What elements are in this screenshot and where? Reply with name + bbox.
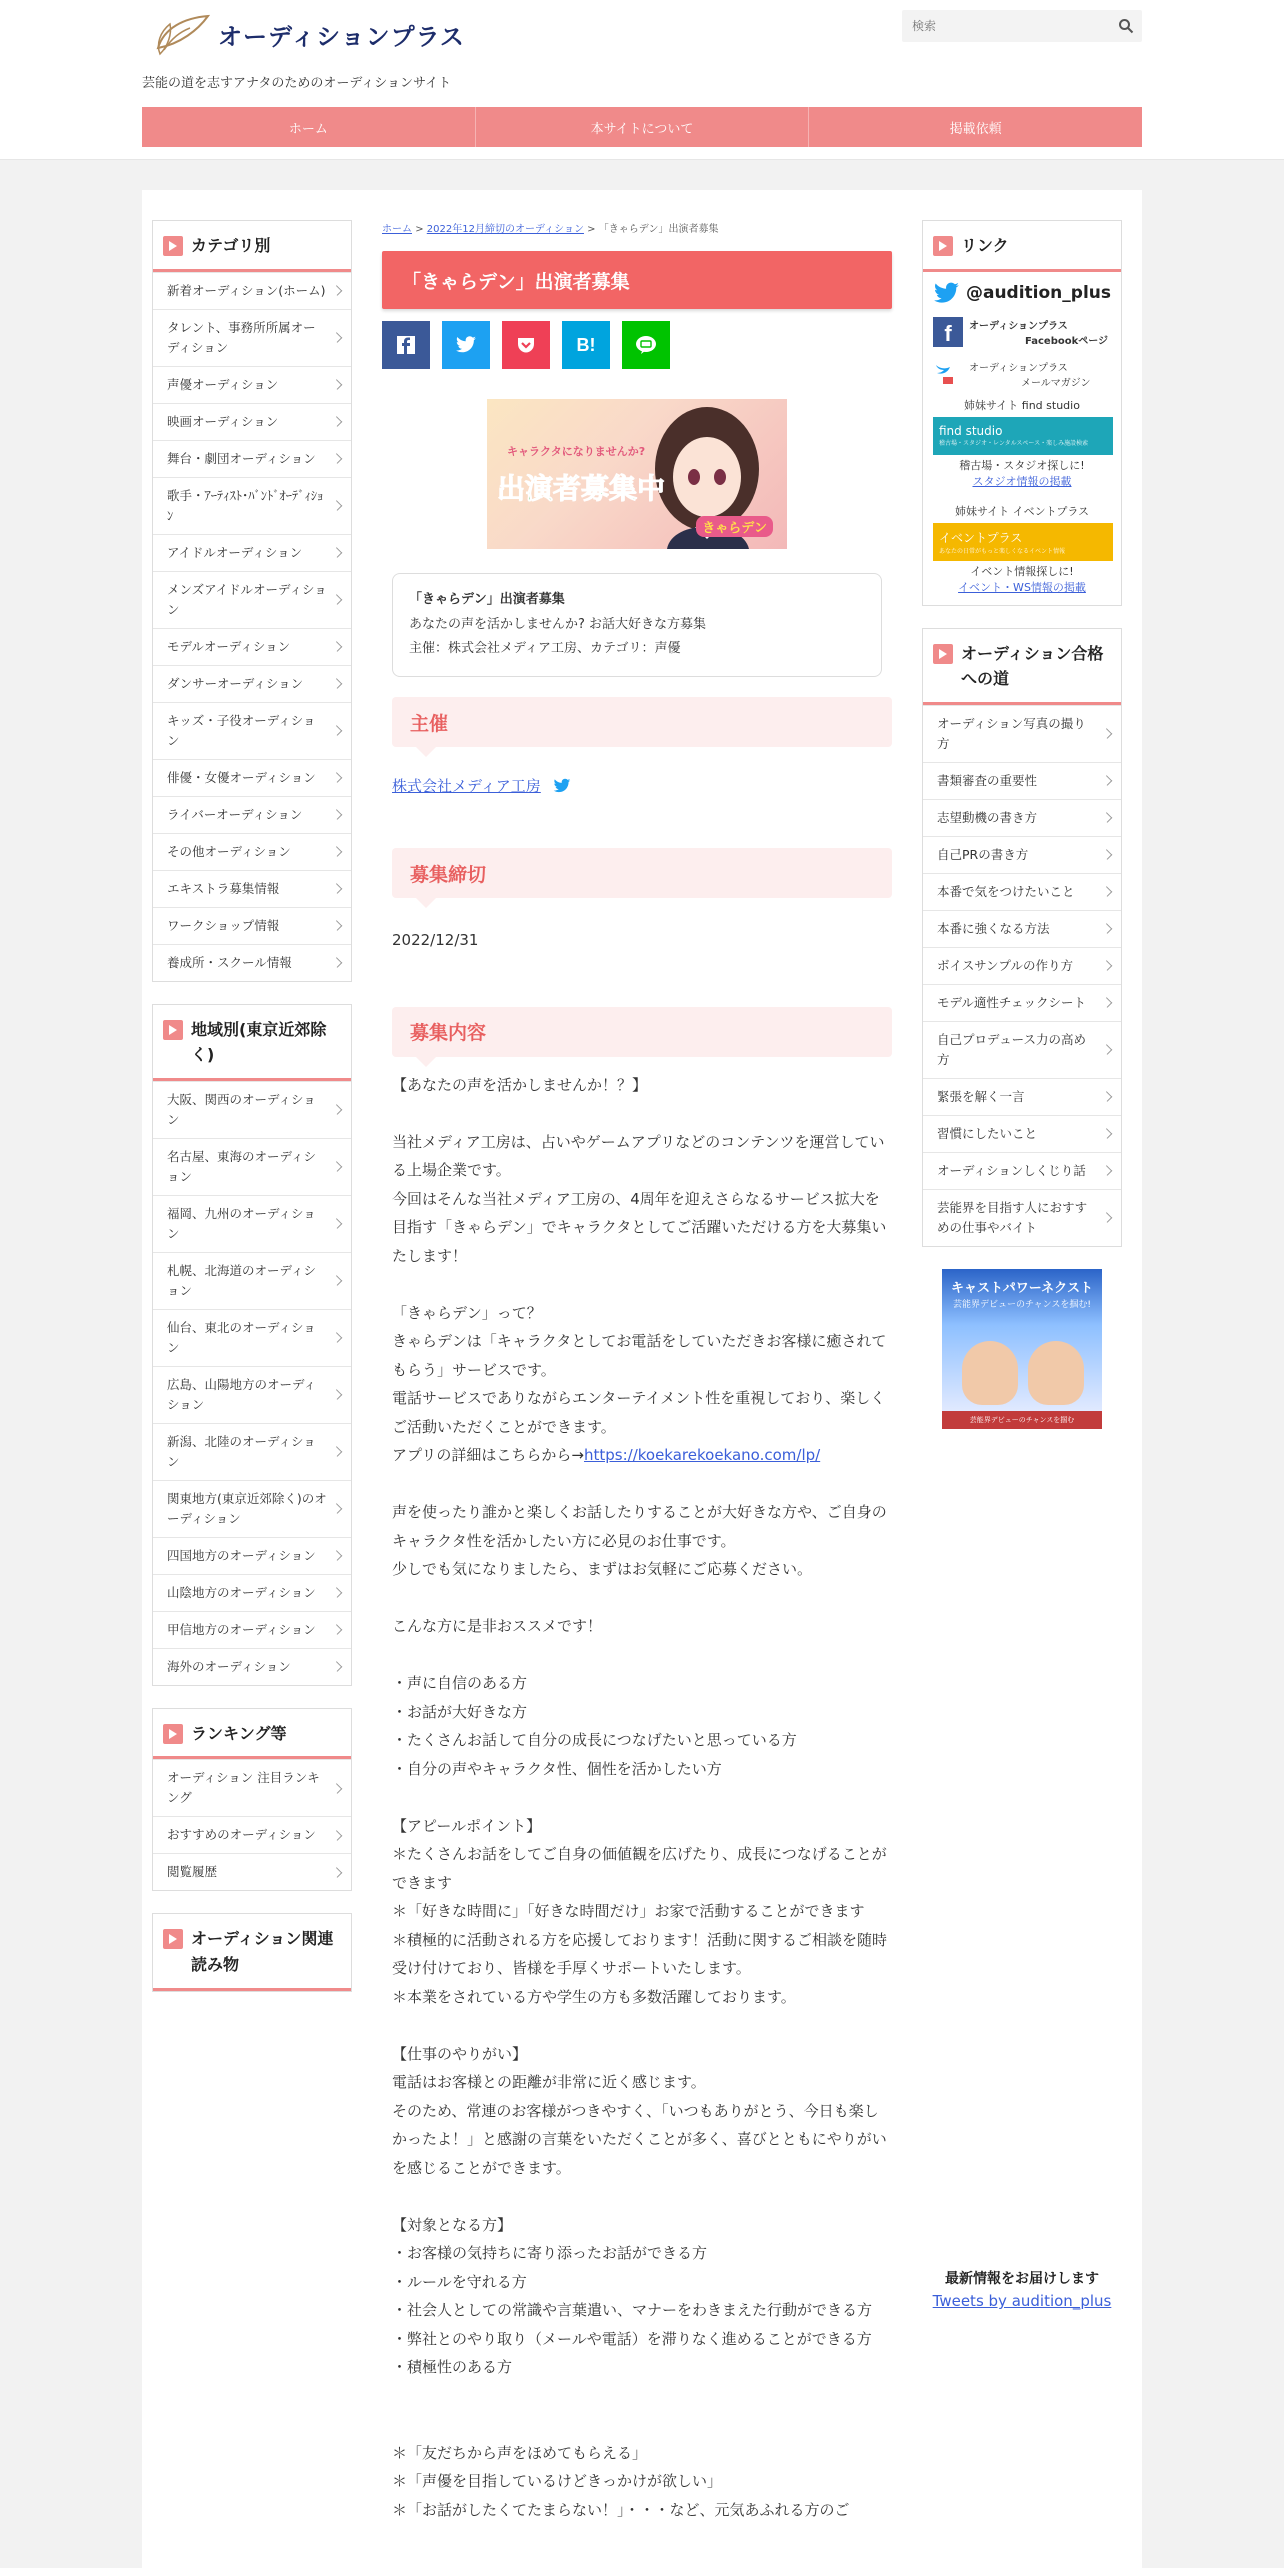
chevron-right-icon <box>332 1783 343 1794</box>
sidebar-link[interactable] <box>153 944 351 981</box>
arrow-icon <box>933 644 953 664</box>
sidebar-link-label: 養成所・スクール情報 <box>167 954 292 970</box>
sidebar-link-label: 甲信地方のオーディション <box>167 1621 316 1637</box>
chevron-right-icon <box>1102 728 1113 739</box>
sidebar-link-label: エキストラ募集情報 <box>167 880 280 896</box>
chevron-right-icon <box>332 1830 343 1841</box>
cast-banner-footer: 芸能界デビューのチャンスを掴む <box>942 1411 1102 1429</box>
site-tagline: 芸能の道を志すアナタのためのオーディションサイト <box>142 76 452 91</box>
newsletter-link[interactable] <box>933 359 1111 389</box>
chevron-right-icon <box>332 641 343 652</box>
facebook-icon: f <box>933 317 963 347</box>
chevron-right-icon <box>332 920 343 931</box>
breadcrumb-sep: > <box>415 224 424 235</box>
guide-link[interactable] <box>923 1021 1121 1078</box>
leaf-logo-icon <box>150 10 214 58</box>
chevron-right-icon <box>1102 1212 1113 1223</box>
chevron-right-icon <box>332 846 343 857</box>
sidebar-link-label: 新潟、北陸のオーディション <box>167 1433 316 1469</box>
chevron-right-icon <box>332 379 343 390</box>
man-portrait <box>962 1341 1018 1405</box>
facebook-share-button[interactable] <box>382 321 430 369</box>
sidebar-link-label: 大阪、関西のオーディション <box>167 1091 316 1127</box>
chevron-right-icon <box>332 547 343 558</box>
cast-banner-subtitle: 芸能界デビューのチャンスを掴む! <box>952 1299 1092 1310</box>
chevron-right-icon <box>1102 923 1113 934</box>
deadline-text: 2022/12/31 <box>392 931 479 950</box>
sidebar-link-label: 名古屋、東海のオーディション <box>167 1148 317 1184</box>
widget-title-text: オーディション合格への道 <box>961 643 1104 689</box>
badge-subtitle: 稽古場・スタジオ・レンタルスペース・楽しみ施設検索 <box>939 440 1089 448</box>
sidebar-link-label: オーディション 注目ランキング <box>167 1770 320 1806</box>
sidebar-link[interactable] <box>153 1252 351 1309</box>
sidebar-link[interactable] <box>153 534 351 571</box>
chevron-right-icon <box>1102 812 1113 823</box>
widget-title-text: ランキング等 <box>191 1723 287 1743</box>
sidebar-link[interactable] <box>153 1081 351 1138</box>
summary-title: 「きゃらデン」出演者募集 <box>409 592 565 607</box>
nav-item-home[interactable]: ホーム <box>142 107 476 147</box>
sidebar-link-label: モデルオーディション <box>167 638 291 654</box>
chevron-right-icon <box>332 883 343 894</box>
cast-banner-title: キャストパワーネクスト <box>951 1280 1093 1296</box>
twitter-account-link[interactable] <box>933 280 1111 307</box>
breadcrumb <box>382 220 892 235</box>
links-widget-body <box>923 272 1121 605</box>
arrow-icon <box>163 1020 183 1040</box>
site-header <box>0 0 1284 160</box>
organizer-row <box>392 775 892 796</box>
chevron-right-icon <box>332 1389 343 1400</box>
banner-title: 出演者募集中 <box>497 472 666 505</box>
search-box <box>902 10 1142 42</box>
guide-link[interactable] <box>923 873 1121 910</box>
summary-line: 主催：株式会社メディア工房、カテゴリ：声優 <box>409 641 681 657</box>
fb-line: オーディションプラス <box>969 320 1068 332</box>
sidebar-link[interactable] <box>153 628 351 665</box>
sidebar-link-label: ダンサーオーディション <box>167 675 304 691</box>
line-share-button[interactable] <box>622 321 670 369</box>
widget-title <box>923 629 1121 705</box>
sidebar-link[interactable] <box>153 477 351 534</box>
mail-bird-icon <box>933 359 963 389</box>
content-text <box>392 1071 892 2525</box>
sidebar-link[interactable] <box>153 1480 351 1537</box>
sidebar-link[interactable] <box>153 1195 351 1252</box>
sidebar-link[interactable] <box>153 870 351 907</box>
badge-title: イベントプラス <box>939 530 1023 545</box>
chevron-right-icon <box>332 1550 343 1561</box>
sidebar-link[interactable] <box>153 1309 351 1366</box>
sidebar-link-label: 海外のオーディション <box>167 1658 291 1674</box>
guide-link[interactable] <box>923 1189 1121 1246</box>
guide-link-label: オーディションしくじり話 <box>937 1162 1086 1178</box>
facebook-icon <box>396 335 416 355</box>
chevron-right-icon <box>332 416 343 427</box>
cast-power-next-banner[interactable] <box>942 1269 1102 1429</box>
section-heading-organizer: 主催 <box>392 697 892 747</box>
recruitment-banner-image <box>487 399 787 549</box>
mail-line: オーディションプラス <box>969 362 1068 374</box>
sidebar-link[interactable] <box>153 1759 351 1816</box>
sister-site-text: 稽古場・スタジオ探しに! <box>959 458 1085 472</box>
widget-title <box>153 1914 351 1990</box>
sidebar-link-label: 広島、山陽地方のオーディション <box>167 1376 317 1412</box>
sidebar-link-label: 福岡、九州のオーディション <box>167 1205 316 1241</box>
chevron-right-icon <box>1102 886 1113 897</box>
find-studio-banner[interactable] <box>933 417 1113 455</box>
nav-item-about[interactable]: 本サイトについて <box>476 107 810 147</box>
sidebar-link[interactable] <box>153 1537 351 1574</box>
widget-title <box>153 221 351 272</box>
category-widget <box>152 1004 352 1686</box>
guide-link-label: 志望動機の書き方 <box>937 809 1038 825</box>
guide-link-label: 本番に強くなる方法 <box>937 920 1050 936</box>
logo-text: オーディションプラス <box>218 22 465 51</box>
chevron-right-icon <box>332 1446 343 1457</box>
twitter-icon[interactable] <box>553 778 571 794</box>
sidebar-link[interactable] <box>153 1574 351 1611</box>
guide-link[interactable] <box>923 799 1121 836</box>
sidebar-link-label: 映画オーディション <box>167 413 279 429</box>
sidebar-link[interactable] <box>153 272 351 309</box>
sister-site-label: 姉妹サイト イベントプラス <box>954 504 1090 518</box>
sidebar-link[interactable] <box>153 1366 351 1423</box>
category-widget <box>152 1913 352 1991</box>
guide-link-label: 本番で気をつけたいこと <box>937 883 1075 899</box>
chevron-right-icon <box>1102 997 1113 1008</box>
sidebar-link[interactable] <box>153 796 351 833</box>
sidebar-link-label: 山陰地方のオーディション <box>167 1584 316 1600</box>
sidebar-link-label: 声優オーディション <box>167 376 279 392</box>
twitter-icon <box>933 280 960 307</box>
sidebar-link-label: その他オーディション <box>167 843 291 859</box>
guide-link[interactable] <box>923 836 1121 873</box>
chevron-right-icon <box>332 500 343 511</box>
sidebar-link[interactable] <box>153 309 351 366</box>
widget-title-text: リンク <box>961 236 1009 255</box>
guide-link[interactable] <box>923 984 1121 1021</box>
post-title: 「きゃらデン」出演者募集 <box>382 251 892 309</box>
sidebar-link[interactable] <box>153 907 351 944</box>
category-widget <box>152 220 352 982</box>
chevron-right-icon <box>1102 775 1113 786</box>
badge-subtitle: あなたの日常がもっと楽しくなるイベント情報 <box>939 547 1066 555</box>
sidebar-link[interactable] <box>153 702 351 759</box>
woman-portrait <box>1028 1341 1084 1405</box>
category-widget <box>152 1708 352 1892</box>
sidebar-link-label: ワークショップ情報 <box>167 917 280 933</box>
main-nav <box>142 107 1142 147</box>
sidebar-link-label: おすすめのオーディション <box>167 1827 316 1843</box>
sidebar-link[interactable] <box>153 1853 351 1890</box>
sidebar-link[interactable] <box>153 759 351 796</box>
content-intro: 【あなたの声を活かしませんか！？】 当社メディア工房は、占いやゲームアプリなどのコンテンツを運営している上場企業です。 今回はそんな当社メディア工房の、4周年を迎えさらなるサービス拡大を目指す「きゃらデン」でキャラクタとしてご活躍いただける方を大募集いたします！ 「きゃらデン」って？ きゃらデンは「キャラクタとしてお電話をしていただきお客様に癒されてもらう」サービスです。 電話サービスでありながらエンターテイメント性を重視しており、楽しくご活動いただくことができます。 アプリの詳細はこちらから→ <box>392 1075 887 1465</box>
nav-item-listing-request[interactable]: 掲載依頼 <box>949 121 1002 137</box>
guide-link[interactable] <box>923 1115 1121 1152</box>
sidebar-link-label: 閲覧履歴 <box>167 1864 218 1880</box>
widget-title-text: 地域別(東京近郊除く) <box>191 1019 327 1065</box>
section-heading-deadline: 募集締切 <box>392 848 892 898</box>
left-sidebar <box>152 220 352 2014</box>
twitter-share-button[interactable] <box>442 321 490 369</box>
sidebar-link[interactable] <box>153 1648 351 1685</box>
sidebar-link[interactable] <box>153 665 351 702</box>
event-plus-banner[interactable] <box>933 523 1113 561</box>
app-detail-link[interactable]: https://koekarekoekano.com/lp/ <box>583 1446 821 1465</box>
guide-link-label: 書類審査の重要性 <box>937 772 1038 788</box>
chevron-right-icon <box>332 1161 343 1172</box>
widget-title <box>153 1709 351 1760</box>
sidebar-link-label: 札幌、北海道のオーディション <box>167 1262 317 1298</box>
sidebar-link[interactable] <box>153 366 351 403</box>
chevron-right-icon <box>332 332 343 343</box>
guide-link[interactable] <box>923 910 1121 947</box>
sidebar-link-label: 新着オーディション(ホーム) <box>167 282 326 298</box>
arrow-icon <box>163 236 183 256</box>
mail-line: メールマガジン <box>1021 377 1091 389</box>
chevron-right-icon <box>332 1867 343 1878</box>
sidebar-link-label: アイドルオーディション <box>167 544 303 560</box>
chevron-right-icon <box>332 1218 343 1229</box>
widget-title <box>923 221 1121 272</box>
guide-link-label: 自己PRの書き方 <box>937 846 1029 862</box>
chevron-right-icon <box>332 1624 343 1635</box>
sidebar-link[interactable] <box>153 571 351 628</box>
facebook-page-link[interactable] <box>933 317 1111 347</box>
studio-listing-link[interactable]: スタジオ情報の掲載 <box>972 474 1072 488</box>
guide-link-label: 習慣にしたいこと <box>937 1125 1038 1141</box>
sidebar-link-label: 舞台・劇団オーディション <box>167 450 316 466</box>
summary-box <box>392 573 882 677</box>
banner-logo-text: きゃらデン <box>696 516 773 537</box>
chevron-right-icon <box>332 1275 343 1286</box>
breadcrumb-category[interactable]: 2022年12月締切のオーディション <box>426 224 584 235</box>
pocket-share-button[interactable] <box>502 321 550 369</box>
sidebar-link-label: メンズアイドルオーディション <box>167 581 327 617</box>
chevron-right-icon <box>332 957 343 968</box>
guide-link-label: 自己プロデュース力の高め方 <box>937 1031 1087 1067</box>
sidebar-link-label: 俳優・女優オーディション <box>167 769 316 785</box>
hatena-share-button[interactable]: B! <box>562 321 610 369</box>
event-listing-link[interactable]: イベント・WS情報の掲載 <box>958 580 1086 594</box>
twitter-timeline-link[interactable]: Tweets by audition_plus <box>932 2292 1112 2310</box>
banner-subtitle: キャラクタになりませんか? <box>507 445 646 458</box>
share-buttons <box>382 321 892 369</box>
chevron-right-icon <box>1102 1044 1113 1055</box>
sidebar-link-label: キッズ・子役オーディション <box>167 712 316 748</box>
sidebar-link[interactable] <box>153 1138 351 1195</box>
fb-line: Facebookページ <box>1025 335 1109 347</box>
chevron-right-icon <box>1102 1128 1113 1139</box>
badge-title: find studio <box>939 424 1003 439</box>
guide-link[interactable] <box>923 947 1121 984</box>
guide-link[interactable] <box>923 705 1121 762</box>
sister-site-label: 姉妹サイト find studio <box>964 398 1080 412</box>
chevron-right-icon <box>332 725 343 736</box>
chevron-right-icon <box>332 285 343 296</box>
sidebar-link-label: タレント、事務所所属オーディション <box>167 319 316 355</box>
chevron-right-icon <box>1102 960 1113 971</box>
pocket-icon <box>516 336 536 354</box>
twitter-handle: @audition_plus <box>965 283 1111 304</box>
sidebar-link[interactable] <box>153 403 351 440</box>
chevron-right-icon <box>332 1587 343 1598</box>
chevron-right-icon <box>332 594 343 605</box>
guide-link-label: モデル適性チェックシート <box>937 994 1087 1010</box>
chevron-right-icon <box>332 453 343 464</box>
chevron-right-icon <box>332 678 343 689</box>
breadcrumb-home[interactable]: ホーム <box>382 224 412 235</box>
section-heading-content: 募集内容 <box>392 1007 892 1057</box>
chevron-right-icon <box>332 1503 343 1514</box>
links-widget <box>922 220 1122 606</box>
latest-info-title: 最新情報をお届けします <box>945 2271 1099 2287</box>
arrow-icon <box>163 1724 183 1744</box>
twitter-timeline-widget <box>922 2268 1122 2310</box>
widget-title-text: オーディション関連読み物 <box>191 1929 334 1974</box>
chevron-right-icon <box>332 772 343 783</box>
chevron-right-icon <box>1102 849 1113 860</box>
chevron-right-icon <box>332 809 343 820</box>
guide-link[interactable] <box>923 1152 1121 1189</box>
sidebar-link[interactable] <box>153 1611 351 1648</box>
main-content <box>382 220 892 2524</box>
summary-line: あなたの声を活かしませんか? お話大好きな方募集 <box>409 616 707 632</box>
widget-title <box>153 1005 351 1081</box>
search-input[interactable] <box>912 10 1112 42</box>
twitter-icon <box>455 336 477 354</box>
widget-title-text: カテゴリ別 <box>191 236 271 255</box>
guide-link-label: オーディション写真の撮り方 <box>937 715 1086 751</box>
sidebar-link-label: 歌手・ｱｰﾃｨｽﾄ･ﾊﾞﾝﾄﾞｵｰﾃﾞｨｼｮﾝ <box>167 487 324 523</box>
sidebar-link-label: 仙台、東北のオーディション <box>167 1319 316 1355</box>
right-sidebar <box>922 220 1122 1429</box>
guide-link-label: 芸能界を目指す人におすすめの仕事やバイト <box>937 1199 1088 1235</box>
search-icon[interactable] <box>1118 18 1134 34</box>
breadcrumb-sep: > <box>587 224 596 235</box>
guide-link-label: 緊張を解く一言 <box>937 1088 1025 1104</box>
sidebar-link-label: ライバーオーディション <box>167 806 303 822</box>
sidebar-link[interactable] <box>153 1816 351 1853</box>
guide-link-label: ボイスサンプルの作り方 <box>937 957 1074 973</box>
chevron-right-icon <box>332 1661 343 1672</box>
guide-link[interactable] <box>923 1078 1121 1115</box>
sidebar-link-label: 関東地方(東京近郊除く)のオーディション <box>167 1490 327 1526</box>
chevron-right-icon <box>1102 1165 1113 1176</box>
guide-link[interactable] <box>923 762 1121 799</box>
chevron-right-icon <box>1102 1091 1113 1102</box>
sidebar-link-label: 四国地方のオーディション <box>167 1547 316 1563</box>
sister-site-text: イベント情報探しに! <box>970 564 1074 578</box>
sidebar-link[interactable] <box>153 833 351 870</box>
organizer-link[interactable]: 株式会社メディア工房 <box>392 777 541 796</box>
chevron-right-icon <box>332 1104 343 1115</box>
arrow-icon <box>933 236 953 256</box>
chevron-right-icon <box>332 1332 343 1343</box>
breadcrumb-current: 「きゃらデン」出演者募集 <box>598 224 719 235</box>
sidebar-link[interactable] <box>153 1423 351 1480</box>
audition-guide-widget <box>922 628 1122 1247</box>
arrow-icon <box>163 1929 183 1949</box>
content-rest: 声を使ったり誰かと楽しくお話したりすることが大好きな方や、ご自身のキャラクタ性を活かしたい方に必見のお仕事です。 少しでも気になりましたら、まずはお気軽にご応募ください。 こんな方に是非おススメです！ ・声に自信のある方 ・お話が大好きな方 ・たくさんお話して自分の成長につなげたいと思っている方 ・自分の声やキャラクタ性、個性を活かしたい方 【アピールポイント】 ＊たくさんお話をしてご自身の価値観を広げたり、成長につなげることができます ＊「好きな時間に」「好きな時間だけ」お家で活動することができます ＊積極的に活動される方を応援しております！活動に関するご相談を随時受け付けており、皆様を手厚くサポートいたします。 ＊本業をされている方や学生の方も多数活躍しております。 【仕事のやりがい】 電話はお客様との距離が非常に近く感じます。 そのため、常連のお客様がつきやすく、「いつもありがとう、今日も楽しかったよ！」と感謝の言葉をいただくことが多く、喜びとともにやりがいを感じることができます。 【対象となる方】 ・お客様の気持ちに寄り添ったお話ができる方 ・ルールを守れる方 ・社会人としての常識や言葉遣い、マナーをわきまえた行動ができる方 ・弊社とのやり取り（メールや電話）を滞りなく進めることができる方 ・積極性のある方 ＊「友だちから声をほめてもらえる」 ＊「声優を目指しているけどきっかけが欲しい」 ＊「お話がしたくてたまらない！」・・・など、元気あふれる方のご <box>392 1503 888 2519</box>
line-icon <box>635 335 657 355</box>
site-logo[interactable] <box>150 10 465 58</box>
sidebar-link[interactable] <box>153 440 351 477</box>
